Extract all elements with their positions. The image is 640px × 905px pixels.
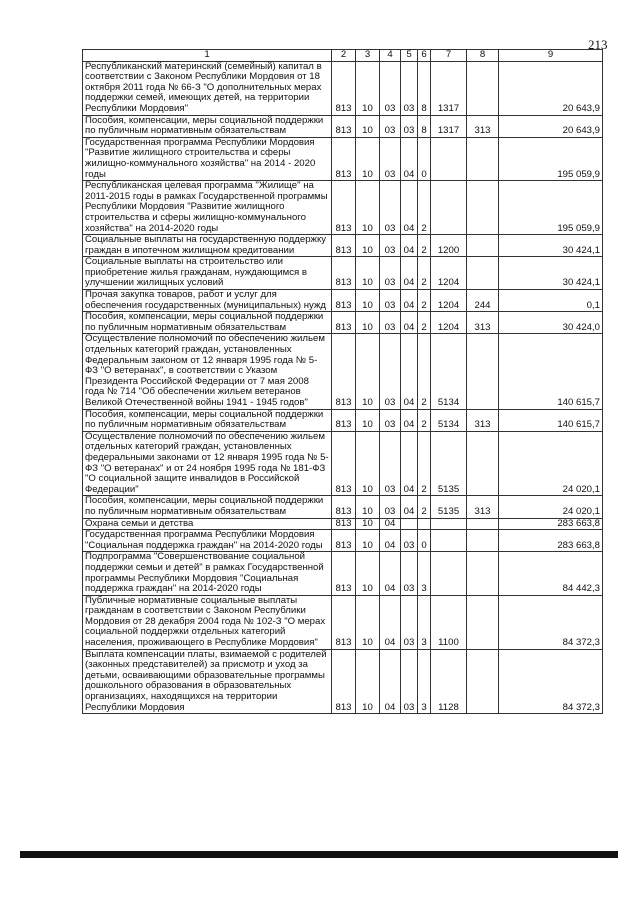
row-description: Прочая закупка товаров, работ и услуг для обеспечения государственных (муниципальных) нужд (83, 290, 332, 312)
row-description: Пособия, компенсации, меры социальной поддержки по публичным нормативным обязательствам (83, 312, 332, 334)
table-row (83, 530, 603, 552)
program-code: 04 (401, 181, 418, 235)
scan-bottom-border (20, 851, 618, 858)
target-article-code: 1100 (431, 595, 467, 649)
subsection-code: 03 (380, 409, 401, 431)
column-header: 3 (356, 50, 380, 62)
page-number: 213 (588, 37, 608, 52)
subsection-code: 03 (380, 334, 401, 409)
row-description: Подпрограмма "Совершенствование социальной поддержки семьи и детей" в рамках Государственной программы Республики Мордовия "Социальная поддержка граждан" на 2014-2020 годы (83, 552, 332, 595)
target-article-code: 5135 (431, 431, 467, 496)
chapter-code: 813 (332, 518, 356, 530)
section-code: 10 (356, 312, 380, 334)
target-article-code (431, 181, 467, 235)
subprogram-code: 2 (418, 181, 431, 235)
row-description: Республиканская целевая программа "Жилище" на 2011-2015 годы в рамках Государственной программы Республики Мордовия "Развитие жилищного строительства и сферы жилищно-коммунального хозяйства" на 2014-2020 годы (83, 181, 332, 235)
expense-type-code (467, 137, 499, 180)
row-description: Республиканский материнский (семейный) капитал в соответствии с Законом Республики Мордовия от 18 октября 2011 года № 66-З "О дополнительных мерах поддержки семей, имеющих детей, на территории Республики Мордовия" (83, 61, 332, 115)
subprogram-code: 2 (418, 334, 431, 409)
row-description: Охрана семьи и детства (83, 518, 332, 530)
budget-table (82, 49, 603, 714)
chapter-code: 813 (332, 181, 356, 235)
program-code: 04 (401, 235, 418, 257)
chapter-code: 813 (332, 595, 356, 649)
target-article-code (431, 530, 467, 552)
subprogram-code: 3 (418, 552, 431, 595)
column-header: 2 (332, 50, 356, 62)
amount: 24 020,1 (499, 496, 603, 518)
subprogram-code: 2 (418, 431, 431, 496)
row-description: Выплата компенсации платы, взимаемой с родителей (законных представителей) за присмотр и уход за детьми, осваивающими образовательные программы дошкольного образования в образовательных организациях, находящихся на территории Республики Мордовия (83, 649, 332, 714)
subprogram-code: 8 (418, 115, 431, 137)
section-code: 10 (356, 496, 380, 518)
expense-type-code (467, 431, 499, 496)
program-code (401, 518, 418, 530)
program-code: 04 (401, 334, 418, 409)
target-article-code: 1200 (431, 235, 467, 257)
row-description: Публичные нормативные социальные выплаты гражданам в соответствии с Законом Республики Мордовия от 28 декабря 2004 года № 102-З "О мерах социальной поддержки отдельных категорий населения, проживающего в Республике Мордовия" (83, 595, 332, 649)
subprogram-code: 2 (418, 496, 431, 518)
amount: 195 059,9 (499, 181, 603, 235)
target-article-code (431, 137, 467, 180)
subprogram-code: 2 (418, 409, 431, 431)
subsection-code: 04 (380, 595, 401, 649)
section-code: 10 (356, 115, 380, 137)
table-row (83, 496, 603, 518)
amount: 30 424,1 (499, 257, 603, 290)
row-description: Пособия, компенсации, меры социальной поддержки по публичным нормативным обязательствам (83, 496, 332, 518)
amount: 30 424,1 (499, 235, 603, 257)
target-article-code: 1204 (431, 290, 467, 312)
row-description: Государственная программа Республики Мордовия "Развитие жилищного строительства и сферы жилищно-коммунального хозяйства" на 2014 - 2020 годы (83, 137, 332, 180)
subprogram-code: 3 (418, 649, 431, 714)
amount: 84 372,3 (499, 649, 603, 714)
table-row (83, 115, 603, 137)
table-row (83, 137, 603, 180)
row-description: Социальные выплаты на строительство или приобретение жилья гражданам, нуждающимся в улучшении жилищных условий (83, 257, 332, 290)
subsection-code: 03 (380, 496, 401, 518)
table-row (83, 595, 603, 649)
chapter-code: 813 (332, 496, 356, 518)
program-code: 04 (401, 431, 418, 496)
subprogram-code: 0 (418, 137, 431, 180)
expense-type-code (467, 61, 499, 115)
expense-type-code (467, 334, 499, 409)
subprogram-code: 2 (418, 290, 431, 312)
amount: 195 059,9 (499, 137, 603, 180)
section-code: 10 (356, 290, 380, 312)
program-code: 04 (401, 496, 418, 518)
subprogram-code: 2 (418, 312, 431, 334)
amount: 283 663,8 (499, 530, 603, 552)
table-row (83, 257, 603, 290)
program-code: 03 (401, 595, 418, 649)
subsection-code: 04 (380, 552, 401, 595)
expense-type-code (467, 649, 499, 714)
table-row (83, 181, 603, 235)
chapter-code: 813 (332, 552, 356, 595)
target-article-code: 5135 (431, 496, 467, 518)
chapter-code: 813 (332, 137, 356, 180)
amount: 84 442,3 (499, 552, 603, 595)
subsection-code: 03 (380, 235, 401, 257)
expense-type-code (467, 181, 499, 235)
target-article-code: 5134 (431, 409, 467, 431)
program-code: 04 (401, 409, 418, 431)
table-row (83, 290, 603, 312)
amount: 0,1 (499, 290, 603, 312)
subsection-code: 03 (380, 290, 401, 312)
section-code: 10 (356, 649, 380, 714)
program-code: 03 (401, 115, 418, 137)
expense-type-code: 313 (467, 312, 499, 334)
table-row (83, 552, 603, 595)
subprogram-code: 2 (418, 257, 431, 290)
amount: 140 615,7 (499, 334, 603, 409)
target-article-code: 1317 (431, 115, 467, 137)
chapter-code: 813 (332, 257, 356, 290)
row-description: Государственная программа Республики Мордовия "Социальная поддержка граждан" на 2014-2020 годы (83, 530, 332, 552)
subsection-code: 04 (380, 530, 401, 552)
chapter-code: 813 (332, 312, 356, 334)
chapter-code: 813 (332, 649, 356, 714)
program-code: 04 (401, 312, 418, 334)
subsection-code: 03 (380, 431, 401, 496)
expense-type-code (467, 518, 499, 530)
target-article-code: 1204 (431, 312, 467, 334)
subsection-code: 03 (380, 137, 401, 180)
subsection-code: 03 (380, 257, 401, 290)
row-description: Пособия, компенсации, меры социальной поддержки по публичным нормативным обязательствам (83, 409, 332, 431)
chapter-code: 813 (332, 530, 356, 552)
chapter-code: 813 (332, 290, 356, 312)
chapter-code: 813 (332, 334, 356, 409)
table-row (83, 312, 603, 334)
table-row (83, 235, 603, 257)
table-row (83, 409, 603, 431)
program-code: 03 (401, 649, 418, 714)
column-header: 7 (431, 50, 467, 62)
table-row (83, 649, 603, 714)
amount: 20 643,9 (499, 61, 603, 115)
target-article-code (431, 552, 467, 595)
table-header-row (83, 50, 603, 62)
section-code: 10 (356, 235, 380, 257)
section-code: 10 (356, 530, 380, 552)
chapter-code: 813 (332, 431, 356, 496)
target-article-code: 1128 (431, 649, 467, 714)
expense-type-code (467, 552, 499, 595)
subsection-code: 03 (380, 312, 401, 334)
chapter-code: 813 (332, 115, 356, 137)
target-article-code (431, 518, 467, 530)
expense-type-code (467, 257, 499, 290)
subsection-code: 03 (380, 61, 401, 115)
subsection-code: 04 (380, 518, 401, 530)
section-code: 10 (356, 518, 380, 530)
chapter-code: 813 (332, 235, 356, 257)
subprogram-code: 2 (418, 235, 431, 257)
program-code: 03 (401, 552, 418, 595)
expense-type-code: 313 (467, 115, 499, 137)
program-code: 03 (401, 530, 418, 552)
program-code: 04 (401, 290, 418, 312)
row-description: Осуществление полномочий по обеспечению жильем отдельных категорий граждан, установленных Федеральным законом от 12 января 1995 года № 5-ФЗ "О ветеранах", в соответствии с Указом Президента Российской Федерации от 7 мая 2008 года № 714 "Об обеспечении жильем ветеранов Великой Отечественной войны 1941 - 1945 годов" (83, 334, 332, 409)
expense-type-code: 313 (467, 496, 499, 518)
column-header: 4 (380, 50, 401, 62)
row-description: Осуществление полномочий по обеспечению жильем отдельных категорий граждан, установленных федеральными законами от 12 января 1995 года № 5-ФЗ "О ветеранах" и от 24 ноября 1995 года № 181-ФЗ "О социальной защите инвалидов в Российской Федерации" (83, 431, 332, 496)
table-row (83, 431, 603, 496)
expense-type-code (467, 530, 499, 552)
subprogram-code: 8 (418, 61, 431, 115)
row-description: Пособия, компенсации, меры социальной поддержки по публичным нормативным обязательствам (83, 115, 332, 137)
target-article-code: 1317 (431, 61, 467, 115)
table-row (83, 518, 603, 530)
subsection-code: 03 (380, 181, 401, 235)
section-code: 10 (356, 409, 380, 431)
amount: 283 663,8 (499, 518, 603, 530)
table-row (83, 61, 603, 115)
subsection-code: 04 (380, 649, 401, 714)
subprogram-code: 3 (418, 595, 431, 649)
amount: 24 020,1 (499, 431, 603, 496)
column-header: 5 (401, 50, 418, 62)
section-code: 10 (356, 137, 380, 180)
section-code: 10 (356, 257, 380, 290)
amount: 140 615,7 (499, 409, 603, 431)
section-code: 10 (356, 431, 380, 496)
chapter-code: 813 (332, 409, 356, 431)
amount: 84 372,3 (499, 595, 603, 649)
amount: 30 424,0 (499, 312, 603, 334)
column-header: 8 (467, 50, 499, 62)
section-code: 10 (356, 61, 380, 115)
expense-type-code (467, 595, 499, 649)
program-code: 04 (401, 137, 418, 180)
chapter-code: 813 (332, 61, 356, 115)
section-code: 10 (356, 552, 380, 595)
section-code: 10 (356, 595, 380, 649)
expense-type-code: 244 (467, 290, 499, 312)
program-code: 03 (401, 61, 418, 115)
column-header: 1 (83, 50, 332, 62)
expense-type-code: 313 (467, 409, 499, 431)
table-row (83, 334, 603, 409)
column-header: 9 (499, 50, 603, 62)
program-code: 04 (401, 257, 418, 290)
expense-type-code (467, 235, 499, 257)
target-article-code: 1204 (431, 257, 467, 290)
subprogram-code (418, 518, 431, 530)
row-description: Социальные выплаты на государственную поддержку граждан в ипотечном жилищном кредитовании (83, 235, 332, 257)
section-code: 10 (356, 334, 380, 409)
section-code: 10 (356, 181, 380, 235)
subsection-code: 03 (380, 115, 401, 137)
column-header: 6 (418, 50, 431, 62)
subprogram-code: 0 (418, 530, 431, 552)
target-article-code: 5134 (431, 334, 467, 409)
amount: 20 643,9 (499, 115, 603, 137)
